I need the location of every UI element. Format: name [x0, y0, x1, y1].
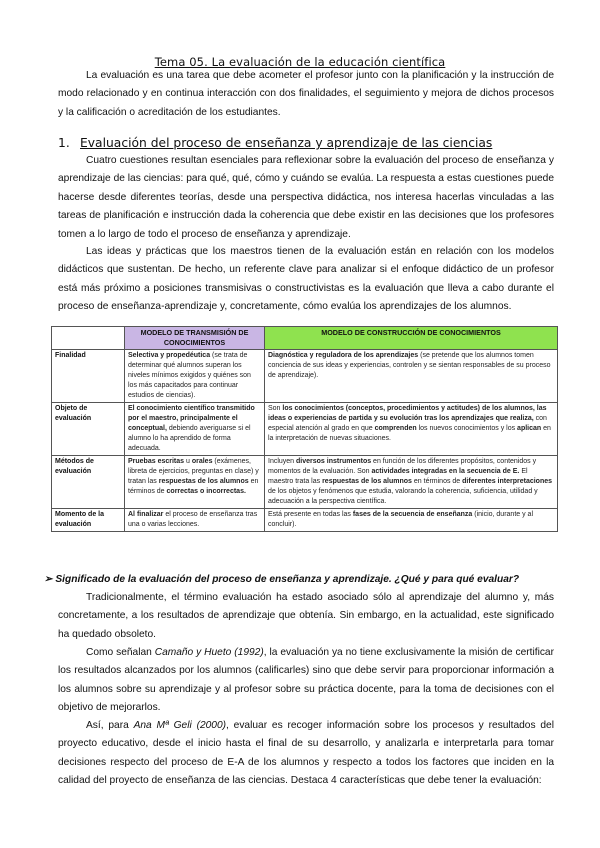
row-label: Momento de la evaluación: [52, 509, 125, 532]
row-label: Finalidad: [52, 350, 125, 403]
table-row: [52, 403, 558, 456]
citation: Ana Mª Geli (2000): [133, 720, 227, 731]
subsection-heading-text: Significado de la evaluación del proceso de enseñanza y aprendizaje. ¿Qué y para qué evaluar?: [55, 574, 520, 585]
transmision-cell: Selectiva y propedéutica (se trata de determinar qué alumnos superan los niveles mínimos exigidos y quiénes son los más capacitados para continuar estudios de ciencias).: [125, 350, 265, 403]
section-paragraph-1: Cuatro cuestiones resultan esenciales para reflexionar sobre la evaluación del proceso de enseñanza y aprendizaje de las ciencias: para qué, qué, cómo y cuándo se evalúa. La respuesta a estas cuestiones puede hacerse desde diferentes teorías, desde una perspectiva didáctica, nos interesa hacerlas vinculadas a las tareas de planificación e instrucción dada la coherencia que debe existir en las decisiones que los profesores tomen a lo largo de todo el proceso de enseñanza y aprendizaje.: [58, 155, 554, 240]
table-row: [52, 509, 558, 532]
intro-paragraph: La evaluación es una tarea que debe acometer el profesor junto con la planificación y la instrucción de modo relacionado y en continua interacción con dos finalidades, el seguimiento y mejora de dichos procesos y la calificación o acreditación de los estudiantes.: [58, 70, 554, 118]
construccion-cell: Diagnóstica y reguladora de los aprendizajes (se pretende que los alumnos tomen conciencia de sus ideas y experiencias, controlen y se sientan responsables de su proceso de aprendizaje).: [265, 350, 558, 403]
citation: Camaño y Hueto (1992): [154, 647, 264, 658]
header-construccion: MODELO DE CONSTRUCCIÓN DE CONOCIMIENTOS: [265, 327, 558, 350]
transmision-cell: El conocimiento científico transmitido por el maestro, principalmente el conceptual, debiendo averiguarse si el alumno lo ha aprendido de forma adecuada.: [125, 403, 265, 456]
construccion-cell: Incluyen diversos instrumentos en función de los diferentes propósitos, contenidos y momentos de la evaluación. Son actividades integradas en la secuencia de E. El maestro trata las respuestas de los alumnos en términos de diferentes interpretaciones de los objetos y fenómenos que estudia, valorando la coherencia, suficiencia, utilidad y adecuación a la perspectiva científica.: [265, 456, 558, 509]
bullet-arrow-icon: ➢: [44, 574, 53, 585]
section-paragraph-2: Las ideas y prácticas que los maestros tienen de la evaluación están en relación con los modelos didácticos que sustentan. De hecho, un referente clave para analizar si el enfoque didáctico de un profesor está más próximo a posiciones transmisivas o constructivistas es la evaluación que lleva a cabo durante el proceso de enseñanza-aprendizaje y, concretamente, cómo evalúa los aprendizajes de los alumnos.: [58, 246, 554, 313]
transmision-cell: Pruebas escritas u orales (exámenes, libreta de ejercicios, preguntas en clase) y tratan las respuestas de los alumnos en términos de correctas o incorrectas.: [125, 456, 265, 509]
construccion-cell: Está presente en todas las fases de la secuencia de enseñanza (inicio, durante y al concluir).: [265, 509, 558, 532]
header-transmision: MODELO DE TRANSMISIÓN DE CONOCIMIENTOS: [125, 327, 265, 350]
transmision-cell: Al finalizar el proceso de enseñanza tras una o varias lecciones.: [125, 509, 265, 532]
section-number: 1.: [58, 136, 70, 150]
subsection-heading: [44, 574, 584, 585]
construccion-cell: Son los conocimientos (conceptos, procedimientos y actitudes) de los alumnos, las ideas o experiencias de partida y su evolución tras los aprendizajes que realiza, con especial atención al grado en que comprenden los nuevos conocimientos y los aplican en la interpretación de nuevas situaciones.: [265, 403, 558, 456]
row-label: Objeto de evaluación: [52, 403, 125, 456]
table-corner-cell: [52, 327, 125, 350]
section-heading: [58, 136, 558, 150]
table-row: [52, 350, 558, 403]
table-row: [52, 456, 558, 509]
subsection-paragraph-1: Tradicionalmente, el término evaluación ha estado asociado sólo al aprendizaje del alumno y, más concretamente, a los resultados de aprendizaje que obtenía. Sin embargo, en la actualidad, este significado ha quedado obsoleto.: [58, 592, 554, 640]
subsection-paragraph-3: Así, para Ana Mª Geli (2000), evaluar es recoger información sobre los procesos y resultados del proyecto educativo, desde el inicio hasta el final de su desarrollo, y analizarla e interpretarla para tomar decisiones respecto del proceso de E-A de los alumnos y respecto a todos los factores que inciden en la calidad del proyecto de enseñanza de las ciencias. Destaca 4 características que debe tener la evaluación:: [58, 720, 554, 787]
table-header-row: [52, 327, 558, 350]
subsection-paragraph-2: Como señalan Camaño y Hueto (1992), la evaluación ya no tiene exclusivamente la misión de certificar los resultados alcanzados por los alumnos (calificarles) sino que debe servir para proporcionar información a los alumnos sobre su aprendizaje y al profesor sobre su práctica docente, para la toma de decisiones con el objetivo de mejorarlos.: [58, 647, 554, 714]
page-title: Tema 05. La evaluación de la educación científica: [154, 55, 446, 69]
section-heading-text: Evaluación del proceso de enseñanza y aprendizaje de las ciencias: [80, 136, 493, 150]
row-label: Métodos de evaluación: [52, 456, 125, 509]
comparison-table: [51, 326, 558, 532]
